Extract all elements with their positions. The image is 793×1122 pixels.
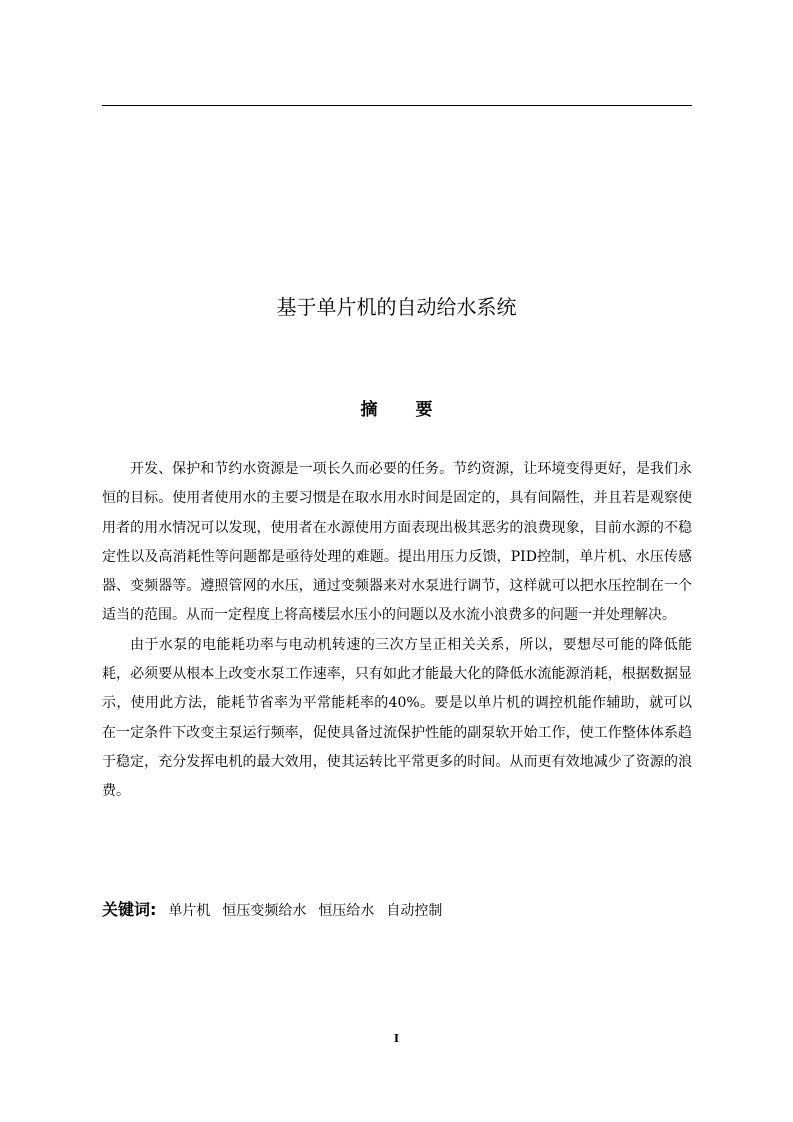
keyword-item: 单片机 [168, 903, 211, 919]
abstract-heading-char-2: 要 [415, 400, 433, 420]
abstract-paragraph: 开发、保护和节约水资源是一项长久而必要的任务。节约资源，让环境变得更好，是我们永恒的目标。使用者使用水的主要习惯是在取水用水时间是固定的，具有间隔性，并且若是观察使用者的用水情况可以发现，使用者在水源使用方面表现出极其恶劣的浪费现象，目前水源的不稳定性以及高消耗性等问题都是亟待处理的难题。提出用压力反馈，PID控制，单片机、水压传感器、变频器等。遵照管网的水压，通过变频器来对水泵进行调节，这样就可以把水压控制在一个适当的范围。从而一定程度上将高楼层水压小的问题以及水流小浪费多的问题一并处理解决。 [102, 461, 692, 624]
keywords-label: 关键词: [102, 900, 157, 919]
page-number: I [393, 1032, 400, 1045]
abstract-heading [0, 398, 793, 422]
keyword-item: 恒压变频给水 [222, 903, 307, 919]
abstract-body [102, 455, 692, 807]
keywords-line [102, 897, 692, 924]
abstract-paragraph: 由于水泵的电能耗功率与电动机转速的三次方呈正相关关系，所以，要想尽可能的降低能耗，必须要从根本上改变水泵工作速率，只有如此才能最大化的降低水流能源消耗，根据数据显示，使用此方法，能耗节省率为平常能耗率的40%。要是以单片机的调控机能作辅助，就可以在一定条件下改变主泵运行频率，促使具备过流保护性能的副泵软开始工作，使工作整体体系趋于稳定，充分发挥电机的最大效用，使其运转比平常更多的时间。从而更有效地减少了资源的浪费。 [102, 636, 692, 800]
keyword-item: 恒压给水 [318, 903, 375, 919]
keyword-item: 自动控制 [386, 903, 443, 919]
document-title: 基于单片机的自动给水系统 [276, 295, 517, 320]
header-rule [102, 105, 692, 106]
abstract-heading-char-1: 摘 [360, 400, 378, 420]
